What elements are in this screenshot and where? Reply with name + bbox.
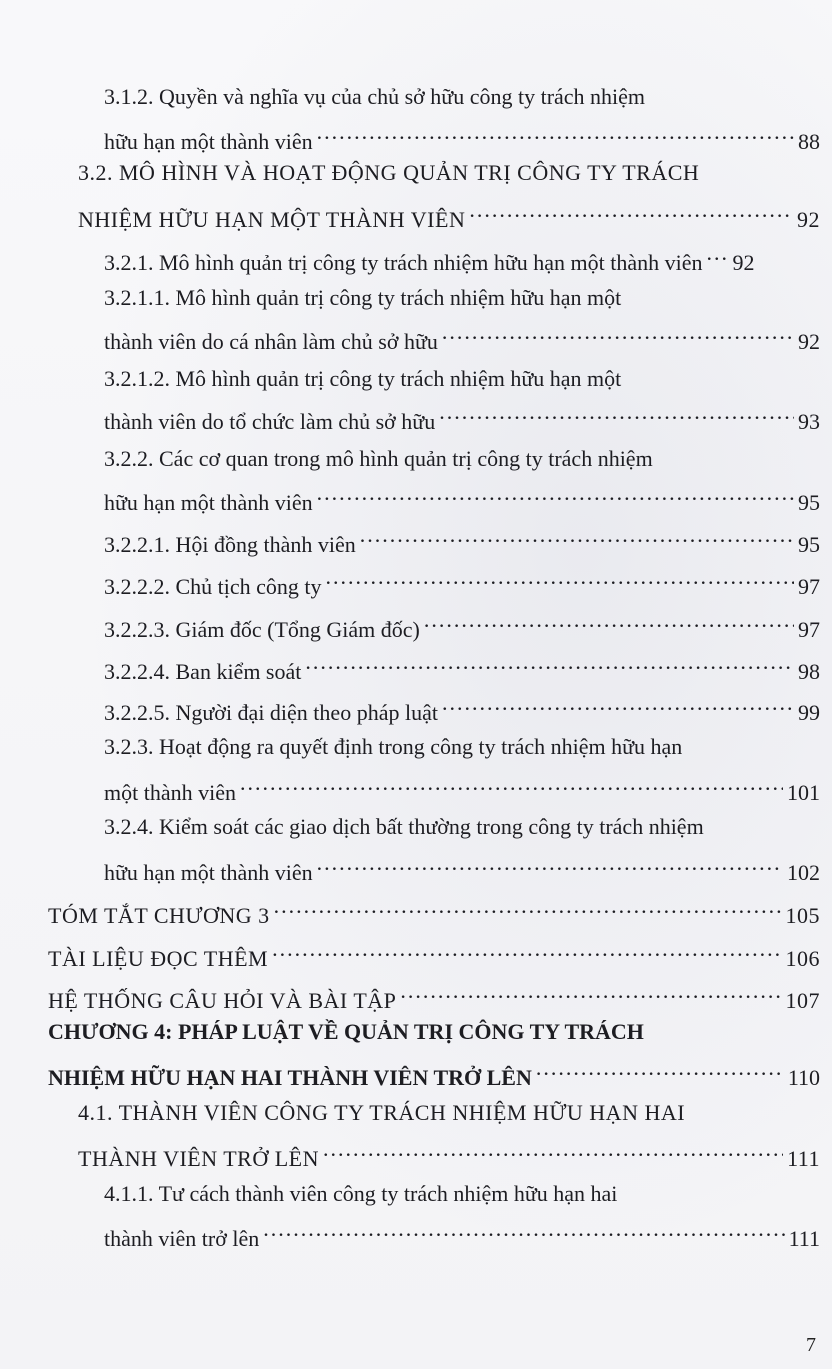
toc-entry-title: hữu hạn một thành viên: [104, 129, 313, 154]
toc-entry-title: 3.2.2.2. Chủ tịch công ty: [104, 574, 322, 599]
toc-entry-title: một thành viên: [104, 780, 236, 805]
dot-leader: [317, 846, 783, 880]
toc-entry-line: 3.1.2. Quyền và nghĩa vụ của chủ sở hữu công ty trách nhiệm: [104, 84, 646, 109]
toc-entry-title: 3.2.2.4. Ban kiểm soát: [104, 659, 302, 684]
dot-leader: [305, 645, 794, 679]
dot-leader: [439, 395, 794, 429]
toc-page-number: 99: [798, 700, 820, 725]
toc-page-number: 106: [785, 946, 820, 971]
toc-entry-last-line: [104, 1212, 820, 1256]
dot-leader: [274, 889, 782, 923]
dot-leader: [317, 115, 794, 149]
toc-page-number: 105: [785, 903, 820, 928]
dot-leader: [400, 974, 781, 1008]
toc-entry-line: 4.1. THÀNH VIÊN CÔNG TY TRÁCH NHIỆM HỮU HẠN HAI: [78, 1100, 686, 1125]
toc-entry-title: 3.2.2.5. Người đại diện theo pháp luật: [104, 700, 438, 725]
toc-page-number: 97: [798, 617, 820, 642]
toc-page-number: 101: [787, 780, 820, 805]
dot-leader: [317, 476, 794, 510]
toc-page-number: 93: [798, 409, 820, 434]
toc-page-number: 111: [788, 1226, 820, 1251]
toc-entry-last-line: [104, 236, 820, 280]
dot-leader: [272, 932, 781, 966]
toc-page-number: 110: [787, 1065, 820, 1090]
toc-entry-title: thành viên do tổ chức làm chủ sở hữu: [104, 409, 436, 434]
toc-entry-title: THÀNH VIÊN TRỞ LÊN: [78, 1146, 319, 1171]
toc-page-number: 97: [798, 574, 820, 599]
toc-entry-title: thành viên do cá nhân làm chủ sở hữu: [104, 329, 438, 354]
toc-entry-last-line: [104, 686, 820, 730]
toc-page-number: 92: [732, 250, 755, 275]
toc-page-number: 88: [798, 129, 820, 154]
toc-entry-last-line: [48, 974, 820, 1018]
toc-entry-last-line: [48, 889, 820, 933]
toc-page-number: 95: [798, 490, 820, 515]
toc-entry-title: 3.2.2.3. Giám đốc (Tổng Giám đốc): [104, 617, 420, 642]
toc-entry-last-line: [104, 476, 820, 520]
toc-entry-last-line: [104, 846, 820, 890]
toc-chapter-line: CHƯƠNG 4: PHÁP LUẬT VỀ QUẢN TRỊ CÔNG TY TRÁCH: [48, 1019, 644, 1044]
toc-entry-line: 3.2.1.2. Mô hình quản trị công ty trách nhiệm hữu hạn một: [104, 366, 622, 391]
toc-entry-title: 3.2.2.1. Hội đồng thành viên: [104, 532, 356, 557]
toc-page-number: 95: [798, 532, 820, 557]
toc-entry-line: 3.2. MÔ HÌNH VÀ HOẠT ĐỘNG QUẢN TRỊ CÔNG TY TRÁCH: [78, 160, 700, 185]
toc-entry-last-line: [104, 315, 820, 359]
toc-entry-last-line: [48, 932, 820, 976]
toc-entry-line: 3.2.1.1. Mô hình quản trị công ty trách nhiệm hữu hạn một: [104, 285, 622, 310]
toc-entry-last-line: [104, 560, 820, 604]
dot-leader: [326, 560, 794, 594]
toc-entry-last-line: [104, 603, 820, 647]
toc-entry-last-line: [78, 193, 820, 237]
toc-entry-line: 3.2.2. Các cơ quan trong mô hình quản trị công ty trách nhiệm: [104, 446, 653, 471]
toc-entry-title: TÀI LIỆU ĐỌC THÊM: [48, 946, 269, 971]
dot-leader: [240, 766, 783, 800]
dot-leader: [442, 315, 794, 349]
toc-entry-title: HỆ THỐNG CÂU HỎI VÀ BÀI TẬP: [48, 988, 397, 1013]
dot-leader: [263, 1212, 784, 1246]
toc-entry-title: 3.2.1. Mô hình quản trị công ty trách nhiệm hữu hạn một thành viên: [104, 250, 703, 275]
toc-entry-last-line: [78, 1132, 820, 1176]
toc-page-number: 92: [798, 329, 820, 354]
toc-entry-title: hữu hạn một thành viên: [104, 490, 313, 515]
toc-page-number: 98: [798, 659, 820, 684]
toc-entry-title: thành viên trở lên: [104, 1226, 260, 1251]
toc-entry-last-line: [104, 766, 820, 810]
toc-entry-line: 3.2.4. Kiểm soát các giao dịch bất thường trong công ty trách nhiệm: [104, 814, 704, 839]
dot-leader: [424, 603, 794, 637]
toc-page-number: 102: [787, 860, 820, 885]
toc-page-number: 111: [787, 1146, 820, 1171]
toc-entry-title: TÓM TẮT CHƯƠNG 3: [48, 903, 270, 928]
toc-chapter-title: NHIỆM HỮU HẠN HAI THÀNH VIÊN TRỞ LÊN: [48, 1065, 532, 1090]
toc-page-number: 107: [785, 988, 820, 1013]
toc-entry-last-line: [104, 115, 820, 159]
toc-entry-last-line: [104, 518, 820, 562]
toc-entry-last-line: [104, 395, 820, 439]
toc-page-number: 92: [797, 207, 820, 232]
toc-entry-last-line: [104, 645, 820, 689]
page-number: 7: [806, 1334, 816, 1356]
dot-leader: [536, 1051, 784, 1085]
toc-entry-line: 3.2.3. Hoạt động ra quyết định trong công ty trách nhiệm hữu hạn: [104, 734, 683, 759]
dot-leader: [442, 686, 794, 720]
dot-leader: [323, 1132, 783, 1166]
toc-entry-title: NHIỆM HỮU HẠN MỘT THÀNH VIÊN: [78, 207, 466, 232]
toc-chapter-last-line: [48, 1051, 820, 1095]
dot-leader: [469, 193, 793, 227]
toc-entry-line: 4.1.1. Tư cách thành viên công ty trách nhiệm hữu hạn hai: [104, 1181, 618, 1206]
toc-entry-title: hữu hạn một thành viên: [104, 860, 313, 885]
dot-leader: [707, 236, 729, 270]
dot-leader: [360, 518, 794, 552]
